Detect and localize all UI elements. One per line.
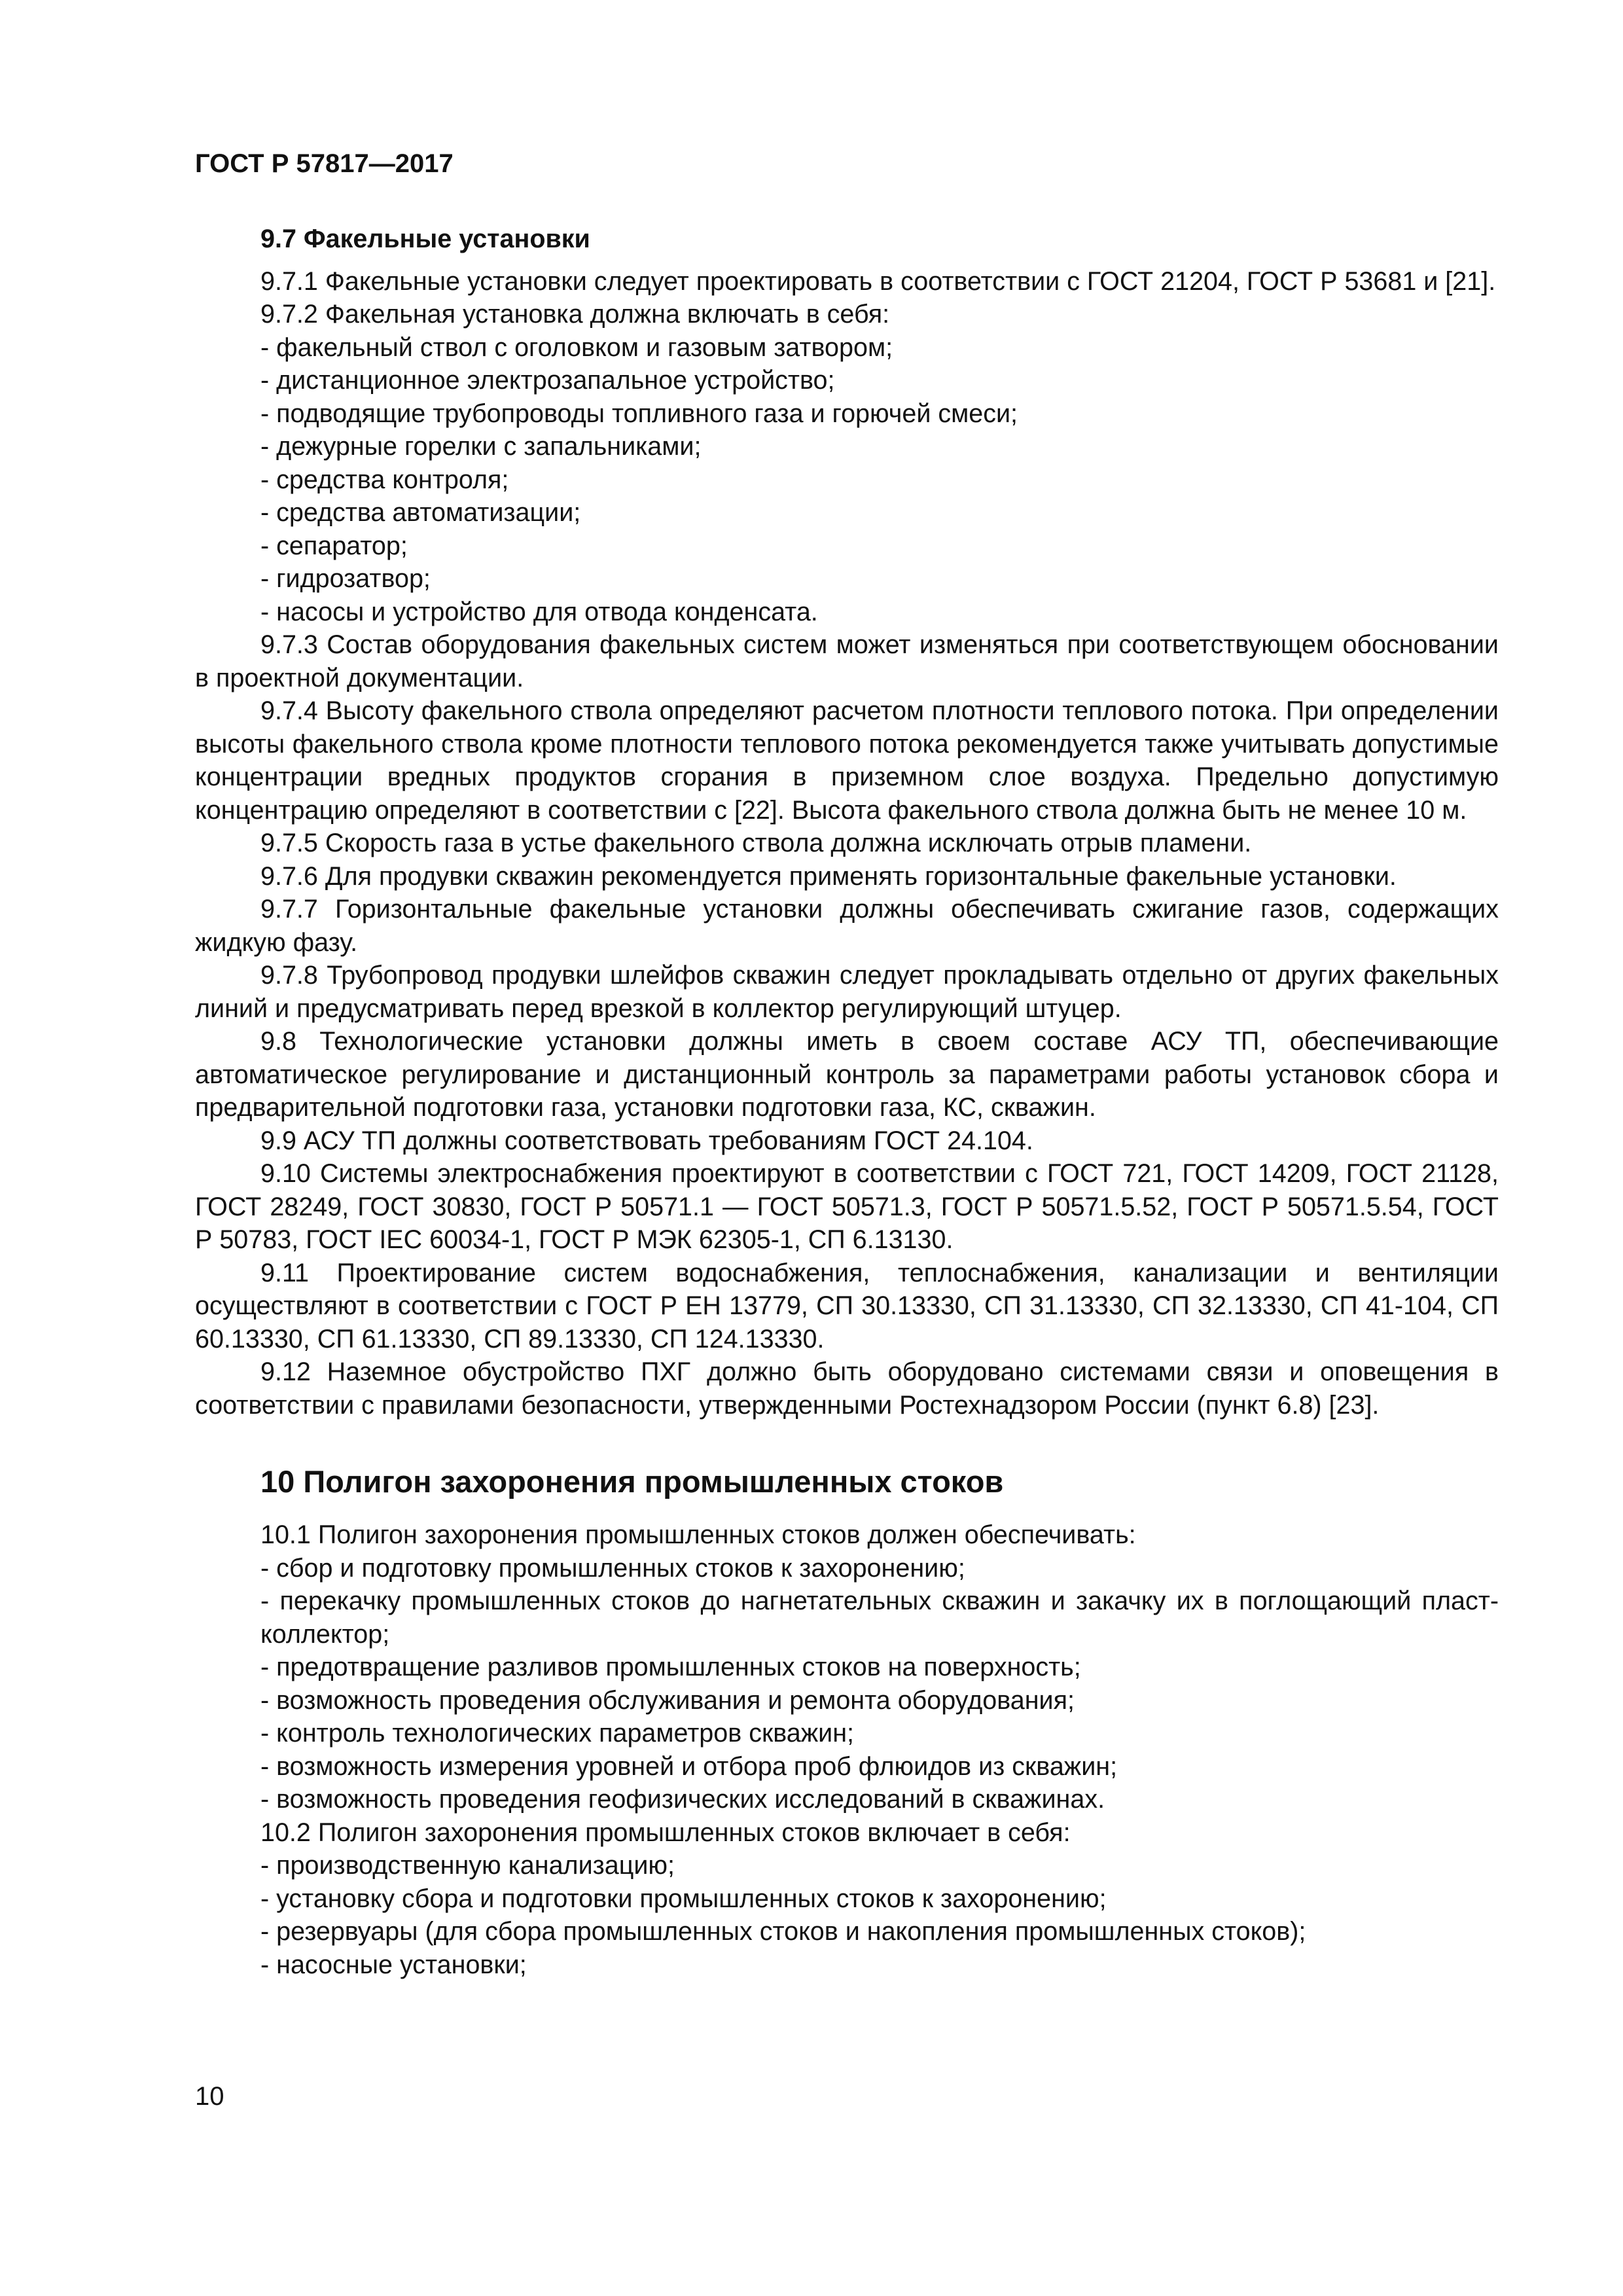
list-item: - сбор и подготовку промышленных стоков к захоронению; bbox=[260, 1553, 965, 1583]
section-heading-10: 10 Полигон захоронения промышленных стоков bbox=[260, 1464, 1004, 1499]
list-item: - дистанционное электрозапальное устройство; bbox=[260, 366, 835, 395]
paragraph-9-8: 9.8 Технологические установки должны иметь в своем составе АСУ ТП, обеспечивающие автоматическое регулирование и дистанционный контроль за параметрами работы установок сбора и предварительной подготовки газа, установки подготовки газа, КС, скважин. bbox=[195, 1027, 1499, 1122]
list-item: - насосы и устройство для отвода конденсата. bbox=[260, 597, 818, 626]
list-item: - возможность проведения обслуживания и ремонта оборудования; bbox=[260, 1685, 1075, 1715]
paragraph-9-10: 9.10 Системы электроснабжения проектируют в соответствии с ГОСТ 721, ГОСТ 14209, ГОСТ 21128, ГОСТ 28249, ГОСТ 30830, ГОСТ Р 50571.1 — ГОСТ 50571.3, ГОСТ Р 50571.5.52, ГОСТ Р 50571.5.54, ГОСТ Р 50783, ГОСТ IEC 60034-1, ГОСТ Р МЭК 62305-1, СП 6.13130. bbox=[195, 1159, 1499, 1254]
document-code-header: ГОСТ Р 57817—2017 bbox=[195, 149, 454, 178]
list-item: - возможность проведения геофизических исследований в скважинах. bbox=[260, 1785, 1105, 1814]
list-item: - гидрозатвор; bbox=[260, 564, 431, 593]
paragraph-9-7-4: 9.7.4 Высоту факельного ствола определяют расчетом плотности теплового потока. При определении высоты факельного ствола кроме плотности теплового потока рекомендуется также учитывать допустимые концентрации вредных продуктов сгорания в приземном слое воздуха. Предельно допустимую концентрацию определяют в соответствии с [22]. Высота факельного ствола должна быть не менее 10 м. bbox=[195, 696, 1499, 825]
page-number: 10 bbox=[195, 2082, 224, 2111]
list-item: - средства контроля; bbox=[260, 465, 509, 494]
list-item: - факельный ствол с оголовком и газовым затвором; bbox=[260, 332, 893, 362]
paragraph-9-7-7: 9.7.7 Горизонтальные факельные установки должны обеспечивать сжигание газов, содержащих жидкую фазу. bbox=[195, 895, 1499, 957]
paragraph-10-2: 10.2 Полигон захоронения промышленных стоков включает в себя: bbox=[260, 1818, 1071, 1847]
document-body bbox=[195, 223, 1499, 1981]
list-item: - насосные установки; bbox=[260, 1950, 527, 1979]
paragraph-9-7-8: 9.7.8 Трубопровод продувки шлейфов скважин следует прокладывать отдельно от других факельных линий и предусматривать перед врезкой в коллектор регулирующий штуцер. bbox=[195, 961, 1499, 1023]
list-item: - предотвращение разливов промышленных стоков на поверхность; bbox=[260, 1653, 1081, 1681]
list-item: - возможность измерения уровней и отбора проб флюидов из скважин; bbox=[260, 1751, 1118, 1781]
list-item: - средства автоматизации; bbox=[260, 498, 581, 527]
paragraph-9-7-3: 9.7.3 Состав оборудования факельных систем может изменяться при соответствующем обосновании в проектной документации. bbox=[195, 630, 1499, 692]
list-item: - дежурные горелки с запальниками; bbox=[260, 432, 702, 461]
paragraph-9-7-6: 9.7.6 Для продувки скважин рекомендуется применять горизонтальные факельные установки. bbox=[260, 861, 1397, 891]
list-item: - производственную канализацию; bbox=[260, 1851, 675, 1880]
list-item: - сепаратор; bbox=[260, 531, 408, 560]
paragraph-9-9: 9.9 АСУ ТП должны соответствовать требованиям ГОСТ 24.104. bbox=[260, 1126, 1033, 1155]
list-item: - контроль технологических параметров скважин; bbox=[260, 1719, 855, 1748]
paragraph-9-7-1: 9.7.1 Факельные установки следует проектировать в соответствии с ГОСТ 21204, ГОСТ Р 53681 и [21]. bbox=[260, 266, 1496, 296]
subsection-heading-9-7: 9.7 Факельные установки bbox=[260, 224, 590, 253]
paragraph-10-1: 10.1 Полигон захоронения промышленных стоков должен обеспечивать: bbox=[260, 1520, 1136, 1549]
list-item: - подводящие трубопроводы топливного газа и горючей смеси; bbox=[260, 399, 1018, 428]
paragraph-9-7-5: 9.7.5 Скорость газа в устье факельного ствола должна исключать отрыв пламени. bbox=[260, 829, 1252, 857]
list-item: - перекачку промышленных стоков до нагнетательных скважин и закачку их в поглощающий пласт-коллектор; bbox=[260, 1587, 1499, 1649]
paragraph-9-12: 9.12 Наземное обустройство ПХГ должно быть оборудовано системами связи и оповещения в соответствии с правилами безопасности, утвержденными Ростехнадзором России (пункт 6.8) [23]. bbox=[195, 1357, 1499, 1420]
paragraph-9-11: 9.11 Проектирование систем водоснабжения, теплоснабжения, канализации и вентиляции осуществляют в соответствии с ГОСТ Р ЕН 13779, СП 30.13330, СП 31.13330, СП 32.13330, СП 41-104, СП 60.13330, СП 61.13330, СП 89.13330, СП 124.13330. bbox=[195, 1258, 1499, 1354]
list-item: - установку сбора и подготовки промышленных стоков к захоронению; bbox=[260, 1884, 1107, 1913]
paragraph-9-7-2: 9.7.2 Факельная установка должна включать в себя: bbox=[260, 300, 890, 329]
list-item: - резервуары (для сбора промышленных стоков и накопления промышленных стоков); bbox=[260, 1917, 1306, 1946]
